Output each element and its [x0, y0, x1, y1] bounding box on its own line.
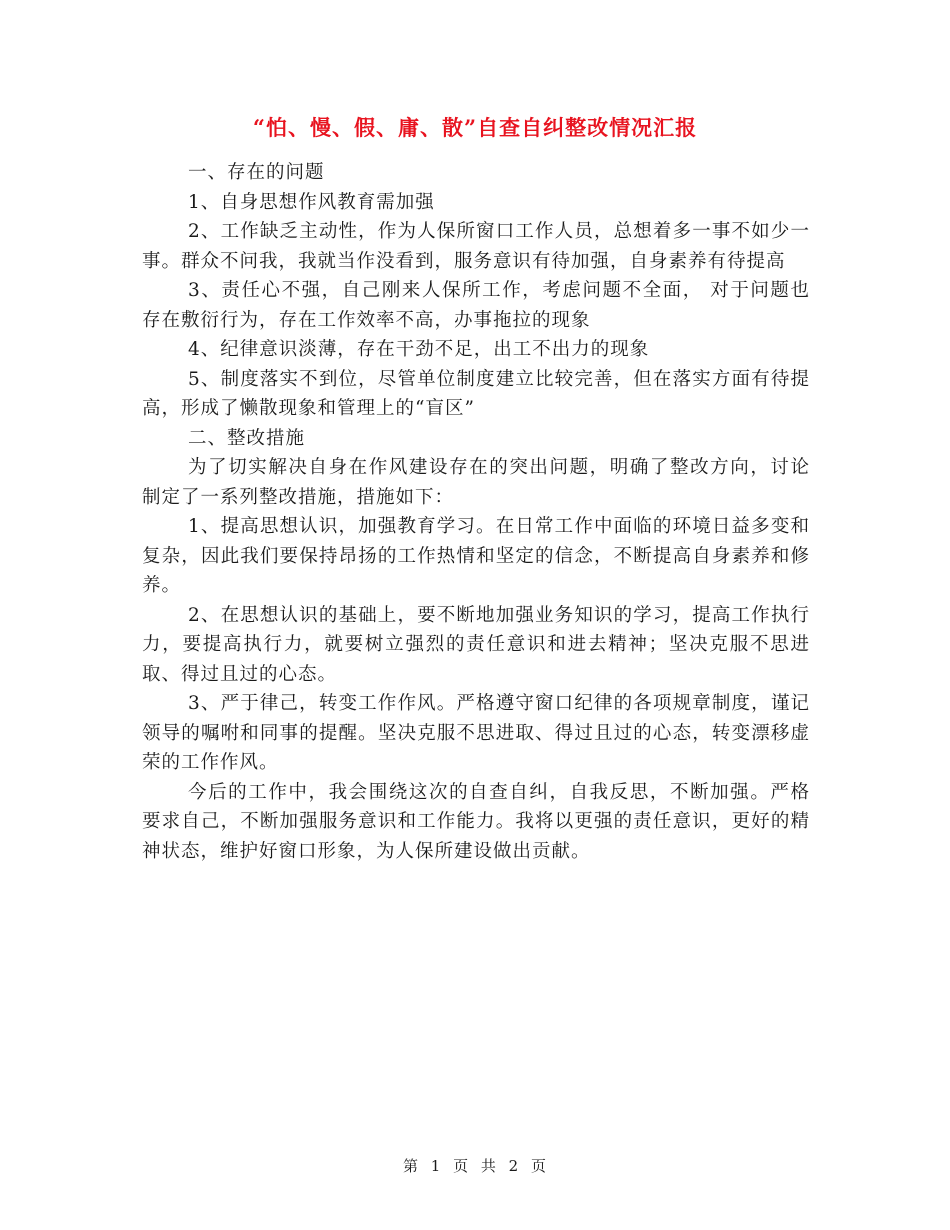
measure-item-3: 3、严于律己，转变工作作风。严格遵守窗口纪律的各项规章制度，谨记领导的嘱咐和同事的提醒。坚决克服不思进取、得过且过的心态，转变漂移虚荣的工作作风。	[142, 693, 810, 773]
problem-item-1: 1、自身思想作风教育需加强	[188, 191, 435, 213]
problem-item-5: 5、制度落实不到位，尽管单位制度建立比较完善，但在落实方面有待提高，形成了懒散现象和管理上的“盲区”	[142, 368, 810, 419]
problem-item-3: 3、责任心不强，自己刚来人保所工作，考虑问题不全面， 对于问题也存在敷衍行为，存在工作效率不高，办事拖拉的现象	[142, 280, 810, 331]
section-heading-measures: 二、整改措施	[188, 427, 306, 449]
page-number-footer: 第 1 页 共 2 页	[403, 1157, 547, 1175]
section-heading-problems: 一、存在的问题	[188, 162, 325, 183]
measures-intro: 为了切实解决自身在作风建设存在的突出问题，明确了整改方向，讨论制定了一系列整改措施，措施如下：	[142, 457, 810, 508]
document-body	[142, 158, 810, 866]
measure-item-2: 2、在思想认识的基础上，要不断地加强业务知识的学习，提高工作执行力，要提高执行力，就要树立强烈的责任意识和进去精神；坚决克服不思进取、得过且过的心态。	[142, 604, 810, 685]
measure-item-1: 1、提高思想认识，加强教育学习。在日常工作中面临的环境日益多变和复杂，因此我们要保持昂扬的工作热情和坚定的信念，不断提高自身素养和修养。	[142, 516, 810, 596]
problem-item-2: 2、工作缺乏主动性，作为人保所窗口工作人员，总想着多一事不如少一事。群众不问我，我就当作没看到，服务意识有待加强，自身素养有待提高	[142, 221, 810, 272]
problem-item-4: 4、纪律意识淡薄，存在干劲不足，出工不出力的现象	[188, 339, 650, 360]
document-title: “怕、慢、假、庸、散”自查自纠整改情况汇报	[252, 115, 698, 140]
closing-paragraph: 今后的工作中，我会围绕这次的自查自纠，自我反思，不断加强。严格要求自己，不断加强服务意识和工作能力。我将以更强的责任意识，更好的精神状态，维护好窗口形象，为人保所建设做出贡献。	[142, 781, 810, 862]
